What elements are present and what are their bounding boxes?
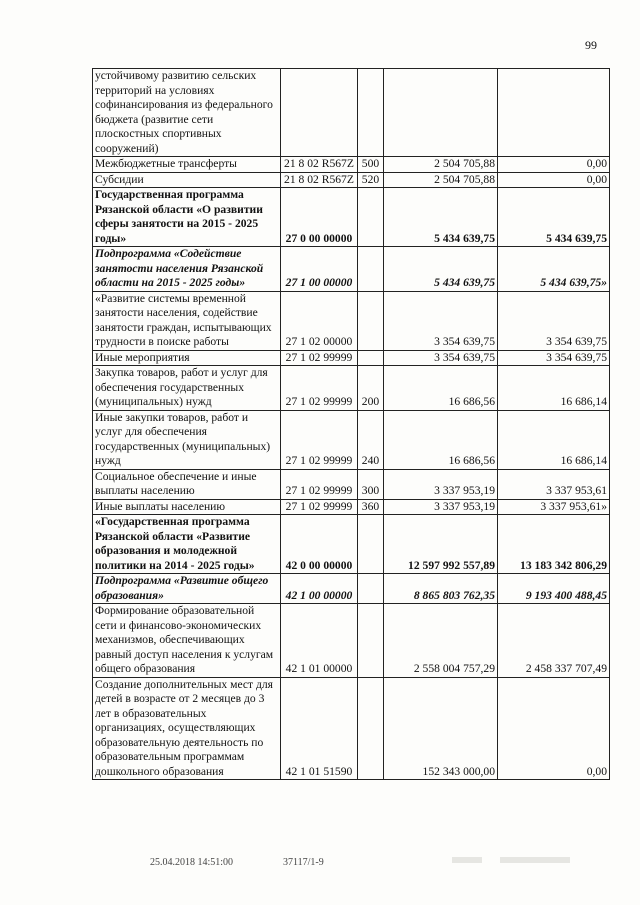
item-name: «Государственная программа Рязанской области «Развитие образования и молодежной политики на 2014 - 2025 годы» [93, 515, 281, 574]
target-code: 42 1 00 00000 [281, 574, 358, 604]
amount-second: 3 354 639,75 [498, 291, 610, 350]
table-row [93, 188, 610, 247]
amount-second: 5 434 639,75» [498, 247, 610, 292]
amount-second: 3 337 953,61» [498, 499, 610, 515]
amount-first: 8 865 803 762,35 [384, 574, 498, 604]
amount-first: 16 686,56 [384, 410, 498, 469]
amount-second: 3 337 953,61 [498, 469, 610, 499]
amount-second: 2 458 337 707,49 [498, 604, 610, 678]
amount-second: 9 193 400 488,45 [498, 574, 610, 604]
item-name: Государственная программа Рязанской области «О развитии сферы занятости на 2015 - 2025 годы» [93, 188, 281, 247]
faint-stamp-mark [452, 857, 482, 863]
target-code: 42 0 00 00000 [281, 515, 358, 574]
item-name: Иные мероприятия [93, 350, 281, 366]
amount-second: 0,00 [498, 157, 610, 173]
amount-second: 16 686,14 [498, 410, 610, 469]
item-name: Иные выплаты населению [93, 499, 281, 515]
item-name: Подпрограмма «Содействие занятости населения Рязанской области на 2015 - 2025 годы» [93, 247, 281, 292]
page-number: 99 [585, 38, 597, 52]
amount-first: 152 343 000,00 [384, 677, 498, 780]
target-code: 27 1 00 00000 [281, 247, 358, 292]
table-row [93, 574, 610, 604]
table-row [93, 515, 610, 574]
expense-type [358, 574, 384, 604]
table-row [93, 366, 610, 411]
item-name: Закупка товаров, работ и услуг для обеспечения государственных (муниципальных) нужд [93, 366, 281, 411]
table-row [93, 157, 610, 173]
table-row [93, 677, 610, 780]
target-code: 21 8 02 R567Z [281, 157, 358, 173]
item-name: Субсидии [93, 172, 281, 188]
item-name: Формирование образовательной сети и финансово-экономических механизмов, обеспечивающих равный доступ населения к услугам общего образования [93, 604, 281, 678]
target-code: 42 1 01 51590 [281, 677, 358, 780]
target-code: 27 1 02 99999 [281, 366, 358, 411]
amount-first: 2 504 705,88 [384, 172, 498, 188]
expense-type: 500 [358, 157, 384, 173]
budget-table [92, 68, 610, 780]
target-code: 42 1 01 00000 [281, 604, 358, 678]
table-row [93, 247, 610, 292]
expense-type: 360 [358, 499, 384, 515]
amount-first: 5 434 639,75 [384, 247, 498, 292]
table-row [93, 410, 610, 469]
amount-second: 3 354 639,75 [498, 350, 610, 366]
amount-first: 2 558 004 757,29 [384, 604, 498, 678]
amount-second: 0,00 [498, 172, 610, 188]
item-name: «Развитие системы временной занятости населения, содействие занятости граждан, испытывающих трудности в поиске работы [93, 291, 281, 350]
target-code: 27 0 00 00000 [281, 188, 358, 247]
expense-type [358, 350, 384, 366]
target-code: 21 8 02 R567Z [281, 172, 358, 188]
table-row [93, 350, 610, 366]
expense-type [358, 69, 384, 157]
item-name: Иные закупки товаров, работ и услуг для обеспечения государственных (муниципальных) нужд [93, 410, 281, 469]
expense-type [358, 515, 384, 574]
amount-first: 12 597 992 557,89 [384, 515, 498, 574]
amount-first: 3 354 639,75 [384, 291, 498, 350]
item-name: Межбюджетные трансферты [93, 157, 281, 173]
target-code: 27 1 02 00000 [281, 291, 358, 350]
amount-first: 2 504 705,88 [384, 157, 498, 173]
amount-second [498, 69, 610, 157]
expense-type: 520 [358, 172, 384, 188]
faint-stamp-mark [500, 857, 570, 863]
table-row [93, 469, 610, 499]
item-name: Подпрограмма «Развитие общего образования» [93, 574, 281, 604]
table-row [93, 604, 610, 678]
expense-type: 200 [358, 366, 384, 411]
amount-second: 5 434 639,75 [498, 188, 610, 247]
target-code: 27 1 02 99999 [281, 469, 358, 499]
table-row [93, 291, 610, 350]
expense-type [358, 677, 384, 780]
table-row [93, 69, 610, 157]
amount-second: 0,00 [498, 677, 610, 780]
item-name: устойчивому развитию сельских территорий на условиях софинансирования из федерального бюджета (развитие сети плоскостных спортивных сооружений) [93, 69, 281, 157]
expense-type: 300 [358, 469, 384, 499]
amount-second: 16 686,14 [498, 366, 610, 411]
amount-first: 3 337 953,19 [384, 469, 498, 499]
amount-first: 3 337 953,19 [384, 499, 498, 515]
amount-second: 13 183 342 806,29 [498, 515, 610, 574]
expense-type [358, 291, 384, 350]
footer-doc-id: 37117/1-9 [283, 857, 324, 868]
target-code: 27 1 02 99999 [281, 499, 358, 515]
budget-table-body [93, 69, 610, 780]
expense-type: 240 [358, 410, 384, 469]
target-code: 27 1 02 99999 [281, 410, 358, 469]
amount-first: 3 354 639,75 [384, 350, 498, 366]
footer-datetime: 25.04.2018 14:51:00 [150, 857, 234, 868]
expense-type [358, 188, 384, 247]
expense-type [358, 604, 384, 678]
item-name: Социальное обеспечение и иные выплаты населению [93, 469, 281, 499]
amount-first: 5 434 639,75 [384, 188, 498, 247]
table-row [93, 172, 610, 188]
amount-first: 16 686,56 [384, 366, 498, 411]
target-code: 27 1 02 99999 [281, 350, 358, 366]
item-name: Создание дополнительных мест для детей в возрасте от 2 месяцев до 3 лет в образовательных организациях, осуществляющих образовательную деятельность по образовательным программам дошкольного образования [93, 677, 281, 780]
table-row [93, 499, 610, 515]
target-code [281, 69, 358, 157]
amount-first [384, 69, 498, 157]
expense-type [358, 247, 384, 292]
